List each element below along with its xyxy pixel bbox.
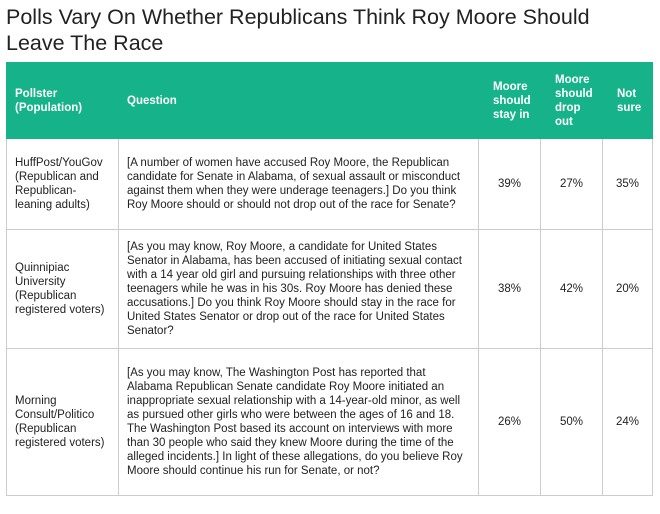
cell-pollster: Morning Consult/Politico (Republican registered voters) — [7, 349, 119, 496]
column-header-drop: Moore should drop out — [541, 63, 603, 139]
table-header-row — [7, 63, 653, 139]
cell-drop: 42% — [541, 230, 603, 349]
cell-drop: 27% — [541, 139, 603, 230]
cell-pollster: Quinnipiac University (Republican registered voters) — [7, 230, 119, 349]
column-header-question: Question — [119, 63, 479, 139]
cell-stay: 26% — [479, 349, 541, 496]
page-title: Polls Vary On Whether Republicans Think Roy Moore Should Leave The Race — [6, 5, 590, 55]
cell-stay: 39% — [479, 139, 541, 230]
cell-not-sure: 35% — [603, 139, 653, 230]
cell-pollster: HuffPost/YouGov (Republican and Republican-leaning adults) — [7, 139, 119, 230]
table-row — [7, 139, 653, 230]
cell-question: [As you may know, Roy Moore, a candidate for United States Senator in Alabama, has been accused of initiating sexual contact with a 14 year old girl and pursuing relationships with three other teenagers while he was in his 30s. Roy Moore has denied these accusations.] Do you think Roy Moore should stay in the race for United States Senator or drop out of the race for United States Senator? — [119, 230, 479, 349]
cell-drop: 50% — [541, 349, 603, 496]
cell-question: [As you may know, The Washington Post has reported that Alabama Republican Senate candidate Roy Moore initiated an inappropriate sexual relationship with a 14-year-old minor, as well as pursued other girls who were between the ages of 16 and 18. The Washington Post based its account on interviews with more than 30 people who said they knew Moore during the time of the alleged incidents.] In light of these allegations, do you believe Roy Moore should continue his run for Senate, or not? — [119, 349, 479, 496]
cell-stay: 38% — [479, 230, 541, 349]
column-header-pollster: Pollster (Population) — [7, 63, 119, 139]
cell-not-sure: 20% — [603, 230, 653, 349]
table-row — [7, 230, 653, 349]
column-header-stay: Moore should stay in — [479, 63, 541, 139]
cell-question: [A number of women have accused Roy Moore, the Republican candidate for Senate in Alabama, of sexual assault or misconduct against them when they were underage teenagers.] Do you think Roy Moore should or should not drop out of the race for Senate? — [119, 139, 479, 230]
polls-table — [6, 62, 653, 496]
column-header-not-sure: Not sure — [603, 63, 653, 139]
cell-not-sure: 24% — [603, 349, 653, 496]
table-row — [7, 349, 653, 496]
